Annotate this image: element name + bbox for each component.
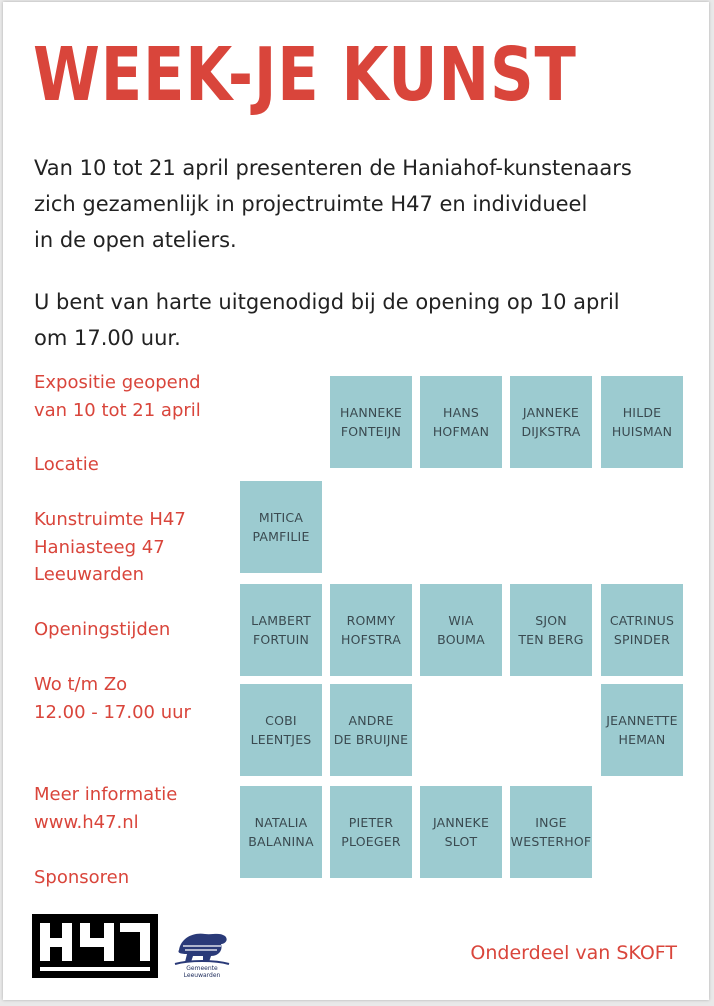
intro-paragraph-1: Van 10 tot 21 april presenteren de Haniahof-kunstenaars zich gezamenlijk in projectruimte H47 en individueel in de open ateliers. bbox=[34, 156, 632, 252]
opening-hours: Wo t/m Zo 12.00 - 17.00 uur bbox=[34, 674, 191, 723]
sponsors-label: Sponsoren bbox=[34, 867, 130, 888]
artist-tile: INGE WESTERHOF bbox=[510, 786, 592, 878]
artist-tile: JANNEKE SLOT bbox=[420, 786, 502, 878]
location-label: Locatie bbox=[34, 454, 99, 475]
artist-tile: CATRINUS SPINDER bbox=[601, 584, 683, 676]
artist-tile: NATALIA BALANINA bbox=[240, 786, 322, 878]
artist-tile: SJON TEN BERG bbox=[510, 584, 592, 676]
artist-tile: PIETER PLOEGER bbox=[330, 786, 412, 878]
gemeente-leeuwarden-caption: Gemeente Leeuwarden bbox=[183, 965, 221, 979]
more-info: Meer informatie www.h47.nl bbox=[34, 784, 178, 833]
artist-tile: ROMMY HOFSTRA bbox=[330, 584, 412, 676]
skoft-note: Onderdeel van SKOFT bbox=[470, 942, 677, 964]
artist-tile: JANNEKE DIJKSTRA bbox=[510, 376, 592, 468]
address: Kunstruimte H47 Haniasteeg 47 Leeuwarden bbox=[34, 509, 186, 585]
h47-logo bbox=[32, 914, 158, 978]
exhibition-dates: Expositie geopend van 10 tot 21 april bbox=[34, 372, 201, 421]
artist-tile: WIA BOUMA bbox=[420, 584, 502, 676]
artist-tile: JEANNETTE HEMAN bbox=[601, 684, 683, 776]
artist-tile: HANS HOFMAN bbox=[420, 376, 502, 468]
artist-tile: HANNEKE FONTEIJN bbox=[330, 376, 412, 468]
artist-tile: MITICA PAMFILIE bbox=[240, 481, 322, 573]
artist-tile: COBI LEENTJES bbox=[240, 684, 322, 776]
artist-tile: HILDE HUISMAN bbox=[601, 376, 683, 468]
poster-title: WEEK-JE KUNST bbox=[33, 32, 577, 118]
intro-paragraph-2: U bent van harte uitgenodigd bij de opening op 10 april om 17.00 uur. bbox=[34, 290, 620, 350]
opening-hours-label: Openingstijden bbox=[34, 619, 171, 640]
poster bbox=[3, 2, 709, 1000]
artist-tile: LAMBERT FORTUIN bbox=[240, 584, 322, 676]
artist-tile: ANDRE DE BRUIJNE bbox=[330, 684, 412, 776]
